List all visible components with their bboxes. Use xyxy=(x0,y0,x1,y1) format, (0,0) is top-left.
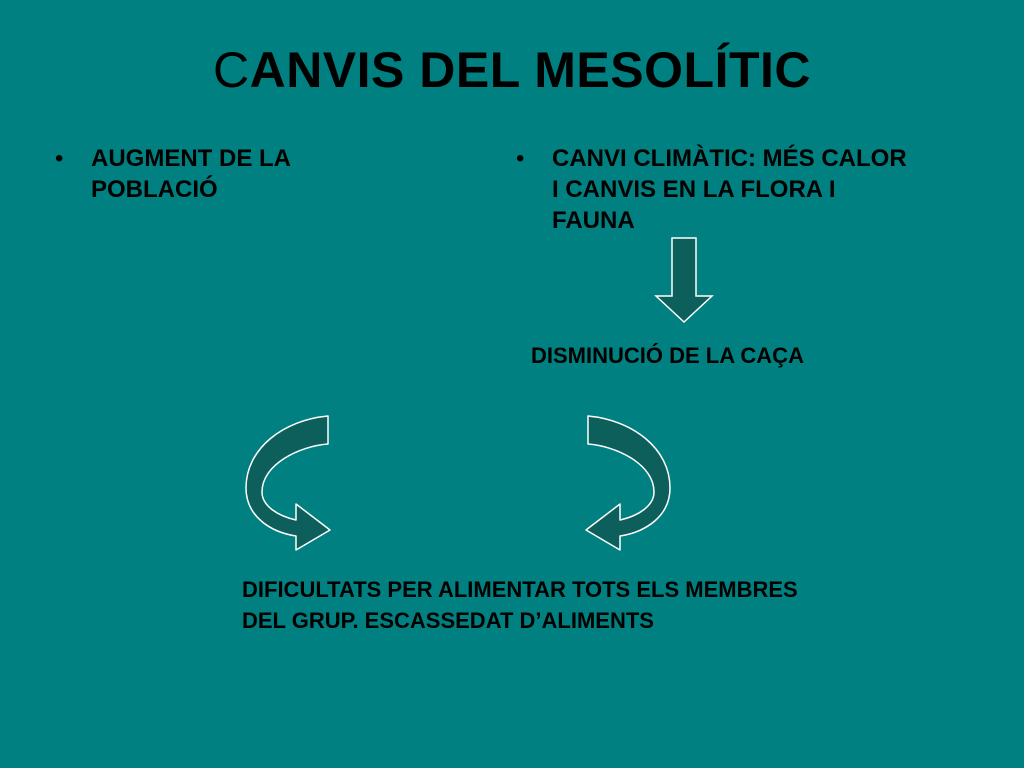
slide-title-first-letter: C xyxy=(212,42,250,98)
curved-arrow-left-icon xyxy=(240,412,335,554)
bullet-right-text: CANVI CLIMÀTIC: MÉS CALOR I CANVIS EN LA FLORA I FAUNA xyxy=(552,145,907,234)
bullet-left-text: AUGMENT DE LA POBLACIÓ xyxy=(91,145,291,203)
disminucio-caca-label: DISMINUCIÓ DE LA CAÇA xyxy=(531,343,804,368)
down-arrow-icon xyxy=(652,236,716,326)
slide-title-rest: ANVIS DEL MESOLÍTIC xyxy=(249,42,811,98)
dificultats-alimentar-label: DIFICULTATS PER ALIMENTAR TOTS ELS MEMBRES DEL GRUP. ESCASSEDAT D’ALIMENTS xyxy=(242,577,798,633)
curved-arrow-right-icon xyxy=(584,412,676,554)
bullet-augment-poblacio xyxy=(55,143,391,205)
bullet-dot: • xyxy=(516,145,525,172)
bullet-dot: • xyxy=(55,145,64,172)
slide-title xyxy=(0,38,1024,102)
bullet-canvi-climatic xyxy=(516,143,912,236)
